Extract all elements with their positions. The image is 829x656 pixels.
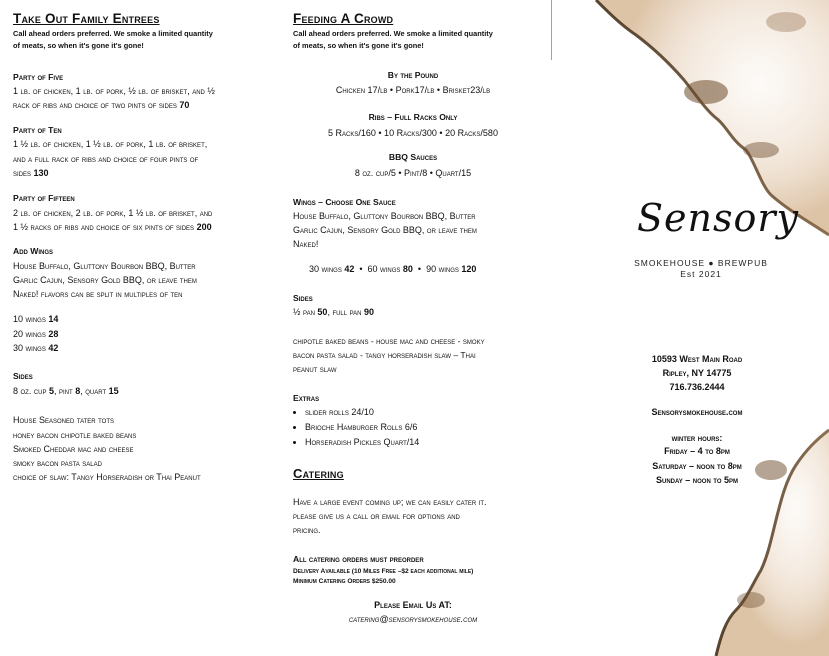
middle-wings-prices: 30 wings 42 • 60 wings 80 • 90 wings 120 <box>309 264 477 274</box>
party-ten-line-2: and a full rack of ribs and choice of four pints of <box>13 154 199 164</box>
website-link[interactable]: Sensorysmokehouse.com <box>651 407 743 417</box>
side-item: smoky bacon pasta salad <box>13 458 102 468</box>
hours-friday: Friday – 4 to 8pm <box>664 446 730 456</box>
hours-sunday: Sunday – noon to 5pm <box>655 475 739 485</box>
party-five-line-2: rack of ribs and choice of two pints of sides 70 <box>13 100 190 110</box>
party-fifteen-line-2: 1 ½ racks of ribs and choice of six pints of sides 200 <box>13 222 212 232</box>
middle-wings-line-3: Naked! <box>293 239 319 249</box>
ribs-line: 5 Racks/160 • 10 Racks/300 • 20 Racks/580 <box>328 128 498 138</box>
party-fifteen-price: 200 <box>196 222 212 232</box>
left-sides-title: Sides <box>13 371 33 381</box>
add-wings-line-1: House Buffalo, Gluttony Bourbon BBQ, Butter <box>13 261 196 271</box>
catering-line-2: please give us a call or email for options and <box>293 511 460 521</box>
extras-item: • Horseradish Pickles Quart/14 <box>305 435 419 450</box>
burn-spot <box>743 142 779 158</box>
catering-email-link[interactable]: catering@sensorysmokehouse.com <box>348 614 478 624</box>
extras-title: Extras <box>293 393 320 403</box>
party-ten-price: 130 <box>33 168 49 178</box>
column-divider <box>551 0 552 60</box>
hours-saturday: Saturday – noon to 8pm <box>652 461 742 471</box>
party-ten-line-3: sides 130 <box>13 168 49 178</box>
side-item: Smoked Cheddar mac and cheese <box>13 444 134 454</box>
burn-spot <box>684 80 728 104</box>
address-line-2: Ripley, NY 14775 <box>662 368 732 378</box>
party-fifteen-line-1: 2 lb. of chicken, 2 lb. of pork, 1 ½ lb. of brisket, and <box>13 208 213 218</box>
brand-logo: Sensory <box>637 196 800 240</box>
middle-wings-line-2: Garlic Cajun, Sensory Gold BBQ, or leave them <box>293 225 477 235</box>
burn-spot <box>766 12 806 32</box>
left-note-1: Call ahead orders preferred. We smoke a limited quantity <box>13 29 213 38</box>
brand-tagline: SMOKEHOUSE ● BREWPUB Est 2021 <box>634 258 768 279</box>
extras-item: • slider rolls 24/10 <box>305 405 419 420</box>
bbq-line: 8 oz. cup/5 • Pint/8 • Quart/15 <box>354 168 472 178</box>
hours-title: winter hours: <box>671 433 723 443</box>
middle-sides-prices: ½ pan 50, full pan 90 <box>293 307 375 317</box>
middle-note-2: of meats, so when it's gone it's gone! <box>293 41 424 50</box>
extras-list <box>293 405 419 450</box>
party-fifteen-title: Party of Fifteen <box>13 193 75 203</box>
middle-sides-desc-1: chipotle baked beans - house mac and cheese - smoky <box>293 336 485 346</box>
left-sides-prices: 8 oz. cup 5, pint 8, quart 15 <box>13 386 119 396</box>
side-item: House Seasoned tater tots <box>13 415 115 425</box>
middle-title: Feeding A Crowd <box>293 11 394 26</box>
wings-10-row: 10 wings 14 <box>13 314 59 324</box>
extras-item: • Brioche Hamburger Rolls 6/6 <box>305 420 419 435</box>
middle-wings-line-1: House Buffalo, Gluttony Bourbon BBQ, Butter <box>293 211 476 221</box>
by-pound-title: By the Pound <box>387 70 439 80</box>
add-wings-line-2: Garlic Cajun, Sensory Gold BBQ, or leave them <box>13 275 197 285</box>
address-line-1: 10593 West Main Road <box>651 354 743 364</box>
catering-line-3: pricing. <box>293 525 321 535</box>
left-title: Take Out Family Entrees <box>13 11 160 26</box>
burn-spot <box>737 592 765 608</box>
party-five-price: 70 <box>179 100 190 110</box>
ribs-title: Ribs – Full Racks Only <box>368 112 458 122</box>
by-pound-line: Chicken 17/lb • Pork17/lb • Brisket23/lb <box>335 85 491 95</box>
catering-minimum: Minimum Catering Orders $250.00 <box>293 578 396 585</box>
email-title: Please Email Us AT: <box>374 600 452 610</box>
middle-note-1: Call ahead orders preferred. We smoke a limited quantity <box>293 29 493 38</box>
middle-sides-desc-3: peanut slaw <box>293 364 337 374</box>
burn-mark-graphic <box>556 0 829 656</box>
add-wings-title: Add Wings <box>13 246 54 256</box>
party-five-line-1: 1 lb. of chicken, 1 lb. of pork, ½ lb. of brisket, and ½ <box>13 86 215 96</box>
add-wings-line-3: Naked! flavors can be split in multiples of ten <box>13 289 183 299</box>
phone-number[interactable]: 716.736.2444 <box>669 382 725 392</box>
middle-sides-desc-2: bacon pasta salad - tangy horseradish slaw – Thai <box>293 350 476 360</box>
wings-30-row: 30 wings 42 <box>13 343 59 353</box>
party-ten-title: Party of Ten <box>13 125 62 135</box>
middle-sides-title: Sides <box>293 293 313 303</box>
catering-delivery: Delivery Available (10 Miles Free –$2 each additional mile) <box>293 568 474 575</box>
catering-title: Catering <box>293 466 344 481</box>
party-five-title: Party of Five <box>13 72 64 82</box>
middle-wings-title: Wings – Choose One Sauce <box>293 197 396 207</box>
party-ten-line-1: 1 ½ lb. of chicken, 1 ½ lb. of pork, 1 lb. of brisket, <box>13 139 208 149</box>
left-note-2: of meats, so when it's gone it's gone! <box>13 41 144 50</box>
side-item: choice of slaw: Tangy Horseradish or Thai Peanut <box>13 472 201 482</box>
catering-preorder: All catering orders must preorder <box>293 554 424 564</box>
bbq-title: BBQ Sauces <box>388 152 438 162</box>
catering-line-1: Have a large event coming up; we can easily cater it. <box>293 497 487 507</box>
wings-20-row: 20 wings 28 <box>13 329 59 339</box>
side-item: honey bacon chipotle baked beans <box>13 430 137 440</box>
